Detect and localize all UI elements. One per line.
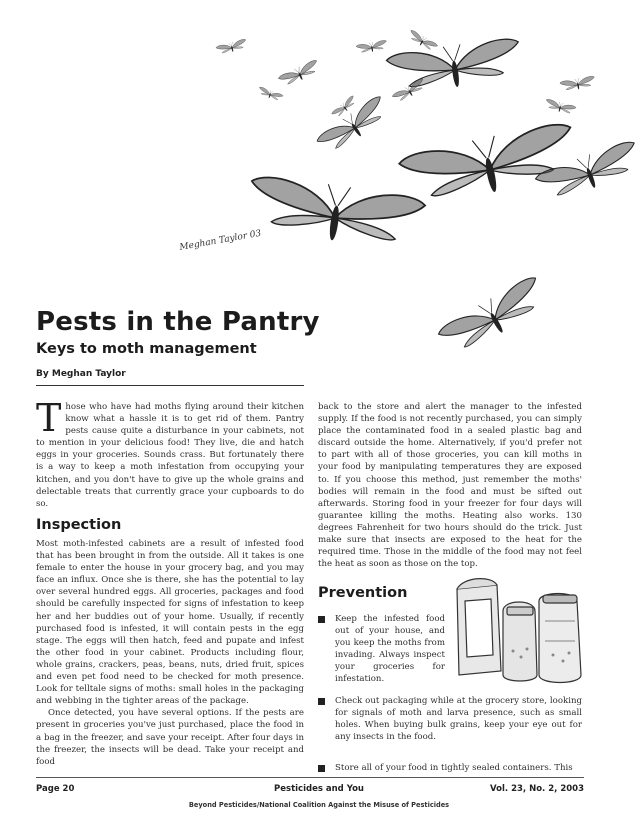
bullet-square-icon xyxy=(318,616,325,623)
footer-divider xyxy=(36,777,584,778)
article-subtitle: Keys to moth management xyxy=(36,341,257,357)
bullet-square-icon xyxy=(318,765,325,772)
column2-paragraph: back to the store and alert the manager to the infested supply. If the food is not recently purchased, you can simply place the contaminated food in a sealed plastic bag and discard outside the home. Alternatively, if you'd prefer not to part with all of those groceries, you can kill moths in your food by manipulating temperatures they are exposed to. If you choose this method, just remember the moths' bodies will remain in the food and must be sifted out afterwards. Storing food in your freezer for four days will guarantee killing the moths. Heating also works. 130 degrees Fahrenheit for two hours should do the trick. Just make sure that insects are exposed to the heat for the required time. Those in the middle of the food may not feel the heat as soon as those on the top. xyxy=(318,402,582,570)
organization-name: Beyond Pesticides/National Coalition Against the Misuse of Pesticides xyxy=(188,801,450,809)
bullet-square-icon xyxy=(318,698,325,705)
column-right xyxy=(318,401,582,570)
bullet-text: Store all of your food in tightly sealed containers. This xyxy=(335,763,573,773)
article-title: Pests in the Pantry xyxy=(36,307,320,337)
inspection-heading: Inspection xyxy=(36,517,122,533)
page-number: Page 20 xyxy=(36,784,75,794)
bullet-text: Check out packaging while at the grocery store, looking for signals of moth and larva presence, such as small holes. When buying bulk grains, keep your eye out for any insects in the food. xyxy=(335,696,582,743)
intro-paragraph xyxy=(36,396,304,510)
prevention-heading: Prevention xyxy=(318,585,408,601)
byline: By Meghan Taylor xyxy=(36,369,126,379)
intro-text: hose who have had moths flying around their kitchen know what a hassle it is to get rid of them. Pantry pests cause quite a disturbance in your cabinets, not to mention in your delicious food! They live, die and hatch eggs in your groceries. Sounds crass. But fortunately there is a way to keep a moth infestation from occupying your kitchen, and you don't have to give up the whole grains and delectable treats that currently grace your cupboards to do so. xyxy=(36,402,304,509)
storage-jars-illustration xyxy=(447,571,593,687)
inspection-paragraph-2: Once detected, you have several options. If the pests are present in groceries you've just purchased, place the food in a bag in the freezer, and save your receipt. After four days in the freezer, the insects will be dead. Take your receipt and food xyxy=(36,708,304,767)
publication-name: Pesticides and You xyxy=(274,784,364,794)
bullet-text: Keep the infested food out of your house, and you keep the moths from invading. Always inspect your groceries for infestation. xyxy=(335,614,445,685)
byline-divider xyxy=(36,385,304,386)
inspection-paragraph-1: Most moth-infested cabinets are a result of infested food that has been brought in from the outside. All it takes is one female to enter the house in your grocery bag, and you may face an influx. Once she is there, she has the potential to lay over several hundred eggs. All groceries, packages and food should be carefully inspected for signs of infestation to keep her and her buddies out of your home. Usually, if recently purchased food is infested, it will contain pests in the egg stage. The eggs will then hatch, feed and pupate and infest the other food in your cabinet. Products including flour, whole grains, crackers, peas, beans, nuts, dried fruit, spices and even pet food need to be checked for moth presence. Look for telltale signs of moths: small holes in the packaging and webbing in the tighter areas of the package. xyxy=(36,539,304,707)
column-left xyxy=(36,396,304,510)
drop-cap: T xyxy=(36,396,62,440)
volume-info: Vol. 23, No. 2, 2003 xyxy=(490,784,584,794)
artist-signature: Meghan Taylor 03 xyxy=(178,228,263,253)
inspection-body xyxy=(36,538,304,768)
